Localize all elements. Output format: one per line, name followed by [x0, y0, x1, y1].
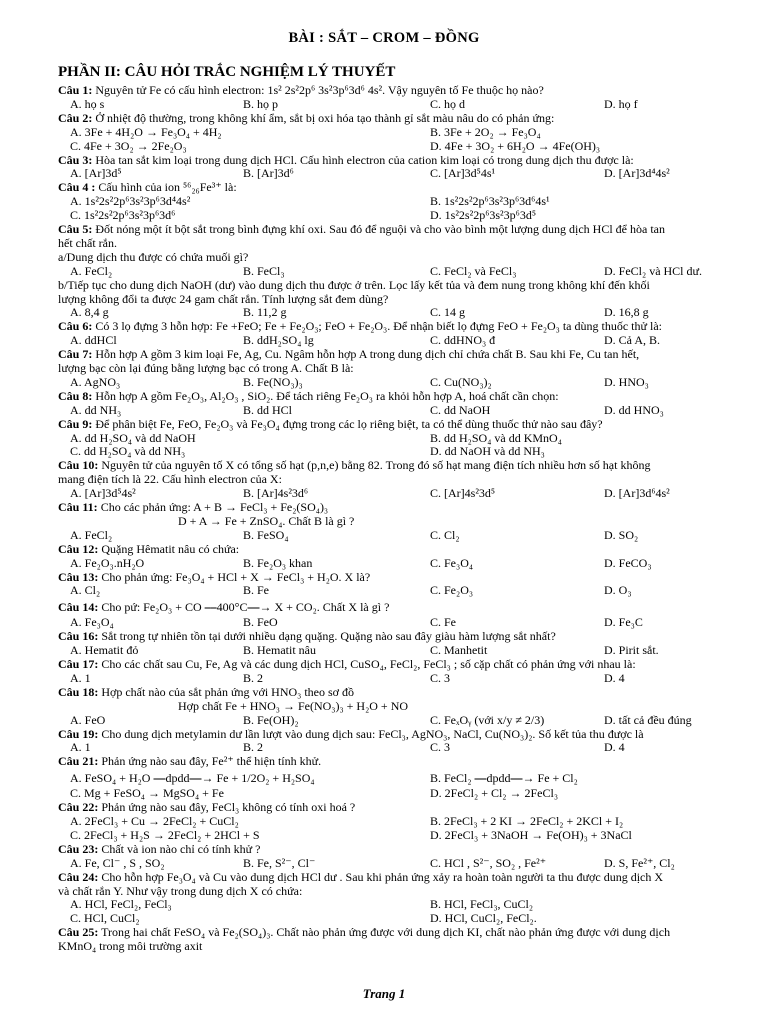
question-number: Câu 14:: [58, 600, 99, 615]
question-number: Câu 25:: [58, 925, 99, 940]
answer-option: B. Hematit nâu: [243, 643, 316, 658]
question-text: Hòa tan sắt kim loại trong dung dịch HCl. Cấu hình electron của cation kim loại có trong dung dịch thu được là:: [92, 152, 634, 167]
question-text: Chất và ion nào chỉ có tính khử ?: [98, 841, 261, 856]
answer-option: C. [Ar]3d⁵4s¹: [430, 166, 496, 181]
question-stem: [58, 601, 722, 614]
answer-option: C. HCl , S²⁻, SO₂ , Fe²⁺: [430, 855, 547, 870]
answer-option: C. Mg + FeSO₄ → MgSO₄ + Fe: [70, 786, 224, 801]
question-text: Quặng Hêmatit nâu có chứa:: [98, 541, 240, 556]
answer-option: D. SO₂: [604, 527, 639, 542]
question-text: Cấu hình của ion ⁵⁶₂₆Fe³⁺ là:: [95, 180, 237, 195]
section-heading: PHẦN II: CÂU HỎI TRẮC NGHIỆM LÝ THUYẾT: [58, 64, 396, 80]
answer-option: B. 2: [243, 740, 264, 755]
question-text: Cho phản ứng: Fe₃O₄ + HCl + X → FeCl₃ + H₂O. X là?: [98, 569, 371, 584]
answer-option: B. ddH₂SO₄ lg: [243, 333, 314, 348]
answer-option: A. 1: [70, 670, 91, 685]
question-number: Câu 17:: [58, 657, 99, 671]
question-text: Hợp chất nào của sắt phản ứng với HNO₃ theo sơ đồ: [98, 684, 355, 699]
answer-option: A. FeSO₄ + H₂O ⎯⎯dpdd⎯⎯→ Fe + 1/2O₂ + H₂SO₄: [70, 771, 315, 786]
question-stem: [58, 571, 722, 584]
answer-option: B. 2: [243, 670, 264, 685]
answer-option: A. Cl₂: [70, 583, 101, 598]
question-stem: [58, 501, 722, 514]
question-number: Câu 9:: [58, 416, 93, 431]
question-number: Câu 2:: [58, 110, 93, 125]
question-number: Câu 6:: [58, 319, 93, 334]
answer-option: D. Cả A, B.: [604, 333, 661, 348]
question-stem: [58, 686, 722, 699]
question-stem: [58, 390, 722, 403]
answer-option: C. HCl, CuCl₂: [70, 911, 140, 926]
answer-option: A. FeCl₂: [70, 527, 113, 542]
question-number: Câu 10:: [58, 458, 99, 473]
answer-option: C. 14 g: [430, 305, 466, 320]
answer-option: B. [Ar]3d⁶: [243, 166, 294, 181]
question-text: Phản ứng nào sau đây, Fe²⁺ thể hiện tính khử.: [98, 754, 322, 769]
answer-option: D. HNO₃: [604, 374, 649, 389]
question-stem: [58, 728, 722, 741]
answer-option: B. HCl, FeCl₃, CuCl₂: [430, 897, 534, 912]
question-number: Câu 8:: [58, 388, 93, 403]
question-text-continued: lượng bạc còn lại đúng bằng lượng bạc có trong A. Chất B là:: [58, 361, 354, 375]
question-text: Cho dung dịch metylamin dư lần lượt vào dung dịch sau: FeCl₃, AgNO₃, NaCl, Cu(NO₃)₂. Số kết tủa thu được là: [98, 726, 644, 741]
question-text: Ở nhiệt độ thường, trong không khí ẩm, sắt bị oxi hóa tạo thành gỉ sắt màu nâu do có phản ứng:: [92, 110, 555, 125]
question-stem: [58, 630, 722, 643]
answer-option: B. FeSO₄: [243, 527, 289, 542]
question-stem: [58, 154, 722, 167]
answer-option: D. 4: [604, 670, 625, 685]
answer-option: C. Cl₂: [430, 527, 460, 542]
answer-option: C. dd H₂SO₄ và dd NH₃: [70, 444, 186, 459]
answer-option: C. họ d: [430, 96, 466, 111]
question-stem: [58, 843, 722, 856]
page-number: Trang 1: [362, 986, 406, 1001]
answer-option: D. [Ar]3d⁶4s²: [604, 486, 670, 501]
equation-line: Hợp chất Fe + HNO₃ → Fe(NO₃)₃ + H₂O + NO: [178, 698, 409, 713]
question-number: Câu 5:: [58, 222, 93, 236]
question-number: Câu 19:: [58, 726, 99, 741]
question-text: Đốt nóng một ít bột sắt trong bình đựng khí oxi. Sau đó để nguội và cho vào bình một lượng dung dịch HCl để hòa tan: [92, 222, 665, 236]
answer-option: B. Fe(NO₃)₃: [243, 374, 303, 389]
question-stem: [58, 658, 722, 671]
question-stem: [58, 459, 722, 472]
answer-option: B. Fe(OH)₂: [243, 712, 299, 727]
answer-option: D. dd NaOH và dd NH₃: [430, 444, 545, 459]
answer-option: D. O₃: [604, 583, 632, 598]
answer-option: C. 1s²2s²2p⁶3s²3p⁶3d⁶: [70, 208, 176, 223]
question-text: Cho pứ: Fe₂O₃ + CO ⎯⎯400°C⎯⎯→ X + CO₂. Chất X là gì ?: [98, 600, 390, 615]
question-stem: [58, 801, 722, 814]
answer-option: D. 16,8 g: [604, 305, 649, 320]
answer-option: D. tất cả đều đúng: [604, 712, 692, 727]
question-text: Phản ứng nào sau đây, FeCl₃ không có tính oxi hoá ?: [98, 800, 356, 815]
question-number: Câu 12:: [58, 541, 99, 556]
answer-option: D. 2FeCl₃ + 3NaOH → Fe(OH)₃ + 3NaCl: [430, 827, 632, 842]
question-text-continued: và chất rắn Y. Như vậy trong dung dịch X có chứa:: [58, 883, 303, 898]
question-stem: [58, 418, 722, 431]
question-text: Cho các phản ứng: A + B → FeCl₃ + Fe₂(SO₄)₃: [97, 500, 329, 514]
question-text: Cho các chất sau Cu, Fe, Ag và các dung dịch HCl, CuSO₄, FeCl₂, FeCl₃ ; số cặp chất có phản ứng với nhau là:: [98, 657, 636, 671]
question-text: Trong hai chất FeSO₄ và Fe₂(SO₄)₃. Chất nào phản ứng được với dung dịch KI, chất nào phản ứng được với dung dịch: [98, 925, 671, 940]
question-stem: [58, 320, 722, 333]
question-text: Để phân biệt Fe, FeO, Fe₂O₃ và Fe₃O₄ đựng trong các lọ riêng biệt, ta có thể dùng thuốc thử nào sau đây?: [92, 416, 603, 431]
answer-option: D. 1s²2s²2p⁶3s²3p⁶3d⁵: [430, 208, 537, 223]
question-stem: [58, 348, 722, 361]
question-number: Câu 11:: [58, 500, 98, 514]
answer-option: D. HCl, CuCl₂, FeCl₂.: [430, 911, 537, 926]
answer-option: B. 1s²2s²2p⁶3s²3p⁶3d⁶4s¹: [430, 194, 550, 209]
question-text-continued: KMnO₄ trong môi trường axit: [58, 939, 203, 954]
answer-option: A. 3Fe + 4H₂O → Fe₃O₄ + 4H₂: [70, 124, 222, 139]
answer-option: D. 2FeCl₂ + Cl₂ → 2FeCl₃: [430, 786, 558, 801]
answer-option: A. AgNO₃: [70, 374, 121, 389]
answer-option: C. 3: [430, 740, 451, 755]
question-stem: [58, 755, 722, 768]
answer-option: C. Fe₂O₃: [430, 583, 474, 598]
answer-option: C. FeₓOᵧ (với x/y ≠ 2/3): [430, 712, 545, 727]
answer-option: A. Hematit đỏ: [70, 643, 139, 658]
answer-option: B. Fe, S²⁻, Cl⁻: [243, 855, 316, 870]
answer-option: C. 2FeCl₃ + H₂S → 2FeCl₂ + 2HCl + S: [70, 827, 260, 842]
answer-option: C. FeCl₂ và FeCl₃: [430, 263, 517, 278]
question-number: Câu 22:: [58, 800, 99, 815]
question-text-continued: hết chất rắn.: [58, 235, 117, 250]
question-number: Câu 7:: [58, 347, 93, 362]
question-stem: [58, 871, 722, 884]
answer-option: D. 4Fe + 3O₂ + 6H₂O → 4Fe(OH)₃: [430, 138, 601, 153]
question-stem: [58, 181, 722, 194]
question-text: Có 3 lọ đựng 3 hỗn hợp: Fe +FeO; Fe + Fe₂O₃; FeO + Fe₂O₃. Để nhận biết lọ đựng FeO + Fe₂O₃ ta dùng thuốc thử là:: [92, 319, 663, 334]
answer-option: B. FeCl₂ ⎯⎯dpdd⎯⎯→ Fe + Cl₂: [430, 771, 578, 786]
question-text: Sắt trong tự nhiên tồn tại dưới nhiều dạng quặng. Quặng nào sau đây giàu hàm lượng sắt nhất?: [98, 629, 556, 644]
answer-option: A. [Ar]3d⁵: [70, 166, 122, 181]
answer-option: C. Manhetit: [430, 643, 488, 658]
answer-option: C. ddHNO₃ đ: [430, 333, 496, 348]
question-stem: [58, 926, 722, 939]
answer-option: B. [Ar]4s²3d⁶: [243, 486, 309, 501]
answer-option: B. 11,2 g: [243, 305, 287, 320]
answer-option: C. 4Fe + 3O₂ → 2Fe₂O₃: [70, 138, 187, 153]
answer-option: A. dd H₂SO₄ và dd NaOH: [70, 430, 196, 445]
question-number: Câu 3:: [58, 152, 93, 167]
question-text: Cho hỗn hợp Fe₃O₄ và Cu vào dung dịch HCl dư . Sau khi phản ứng xảy ra hoàn toàn người ta thu được dung dịch X: [98, 869, 664, 884]
question-number: Câu 23:: [58, 841, 99, 856]
answer-option: A. 2FeCl₃ + Cu → 2FeCl₂ + CuCl₂: [70, 814, 239, 828]
answer-option: D. [Ar]3d⁴4s²: [604, 166, 670, 181]
answer-option: D. FeCO₃: [604, 555, 652, 570]
question-text: Nguyên tử Fe có cấu hình electron: 1s² 2s²2p⁶ 3s²3p⁶3d⁶ 4s². Vậy nguyên tố Fe thuộc họ nào?: [92, 83, 544, 97]
answer-option: C. [Ar]4s²3d⁵: [430, 486, 496, 501]
document-title: BÀI : SẮT – CROM – ĐỒNG: [288, 30, 480, 46]
answer-option: A. dd NH₃: [70, 402, 122, 417]
answer-option: C. Cu(NO₃)₂: [430, 374, 492, 389]
question-text: Nguyên tử của nguyên tố X có tổng số hạt (p,n,e) bằng 82. Trong đó số hạt mang điện tích nhiều hơn số hạt không: [98, 458, 651, 473]
answer-option: D. FeCl₂ và HCl dư.: [604, 263, 703, 278]
answer-option: A. 8,4 g: [70, 305, 109, 320]
question-number: Câu 21:: [58, 754, 99, 769]
answer-option: C. 3: [430, 670, 451, 685]
answer-option: B. Fe₂O₃ khan: [243, 555, 313, 570]
answer-option: B. FeO: [243, 615, 278, 630]
answer-option: A. HCl, FeCl₂, FeCl₃: [70, 897, 172, 912]
question-number: Câu 1:: [58, 83, 93, 97]
question-number: Câu 13:: [58, 569, 99, 584]
answer-option: D. dd HNO₃: [604, 402, 664, 417]
answer-option: B. Fe: [243, 583, 270, 598]
answer-option: A. FeO: [70, 712, 106, 727]
question-number: Câu 4 :: [58, 180, 96, 195]
answer-option: B. dd H₂SO₄ và dd KMnO₄: [430, 430, 562, 445]
answer-option: D. họ f: [604, 96, 638, 111]
question-text-continued: b/Tiếp tục cho dung dịch NaOH (dư) vào dung dịch thu được ở trên. Lọc lấy kết tủa và đem nung trong không khí đến khối: [58, 277, 650, 292]
question-stem: [58, 543, 722, 556]
question-stem: [58, 112, 722, 125]
question-text-continued: mang điện tích là 22. Cấu hình electron của X:: [58, 472, 282, 487]
answer-option: B. 2FeCl₃ + 2 KI → 2FeCl₂ + 2KCl + I₂: [430, 814, 624, 828]
answer-option: A. Fe, Cl⁻ , S , SO₂: [70, 855, 165, 870]
question-number: Câu 24:: [58, 869, 99, 884]
answer-option: C. Fe₃O₄: [430, 555, 474, 570]
answer-option: A. họ s: [70, 96, 105, 111]
answer-option: C. Fe: [430, 615, 457, 630]
answer-option: C. dd NaOH: [430, 402, 491, 417]
answer-option: D. Fe₃C: [604, 615, 643, 630]
answer-option: A. 1: [70, 740, 91, 755]
answer-option: A. [Ar]3d⁵4s²: [70, 486, 136, 501]
answer-option: D. 4: [604, 740, 625, 755]
question-text-continued: lượng không đổi ta được 24 gam chất rắn. Tính lượng sắt đem dùng?: [58, 291, 389, 306]
answer-option: B. 3Fe + 2O₂ → Fe₃O₄: [430, 124, 541, 139]
question-stem: [58, 223, 722, 236]
answer-option: A. FeCl₂: [70, 263, 113, 278]
answer-option: D. Pirit sắt.: [604, 643, 659, 658]
question-number: Câu 18:: [58, 684, 99, 699]
answer-option: D. S, Fe²⁺, Cl₂: [604, 855, 675, 870]
answer-option: A. Fe₂O₃.nH₂O: [70, 555, 145, 570]
question-text: Hỗn hợp A gồm 3 kim loại Fe, Ag, Cu. Ngâm hỗn hợp A trong dung dịch chỉ chứa chất B. Sau khi Fe, Cu tan hết,: [92, 347, 640, 362]
equation-line: D + A → Fe + ZnSO₄. Chất B là gì ?: [178, 513, 355, 528]
answer-option: A. ddHCl: [70, 333, 117, 348]
answer-option: A. 1s²2s²2p⁶3s²3p⁶3d⁴4s²: [70, 194, 191, 209]
question-text: Hỗn hợp A gồm Fe₂O₃, Al₂O₃ , SiO₂. Để tách riêng Fe₂O₃ ra khỏi hỗn hợp A, hoá chất cần chọn:: [92, 388, 559, 403]
answer-option: B. dd HCl: [243, 402, 293, 417]
answer-option: A. Fe₃O₄: [70, 615, 114, 630]
answer-option: B. FeCl₃: [243, 263, 285, 278]
question-stem: [58, 84, 722, 97]
question-number: Câu 16:: [58, 629, 99, 644]
answer-option: B. họ p: [243, 96, 279, 111]
question-text-continued: a/Dung dịch thu được có chứa muối gì?: [58, 249, 249, 264]
